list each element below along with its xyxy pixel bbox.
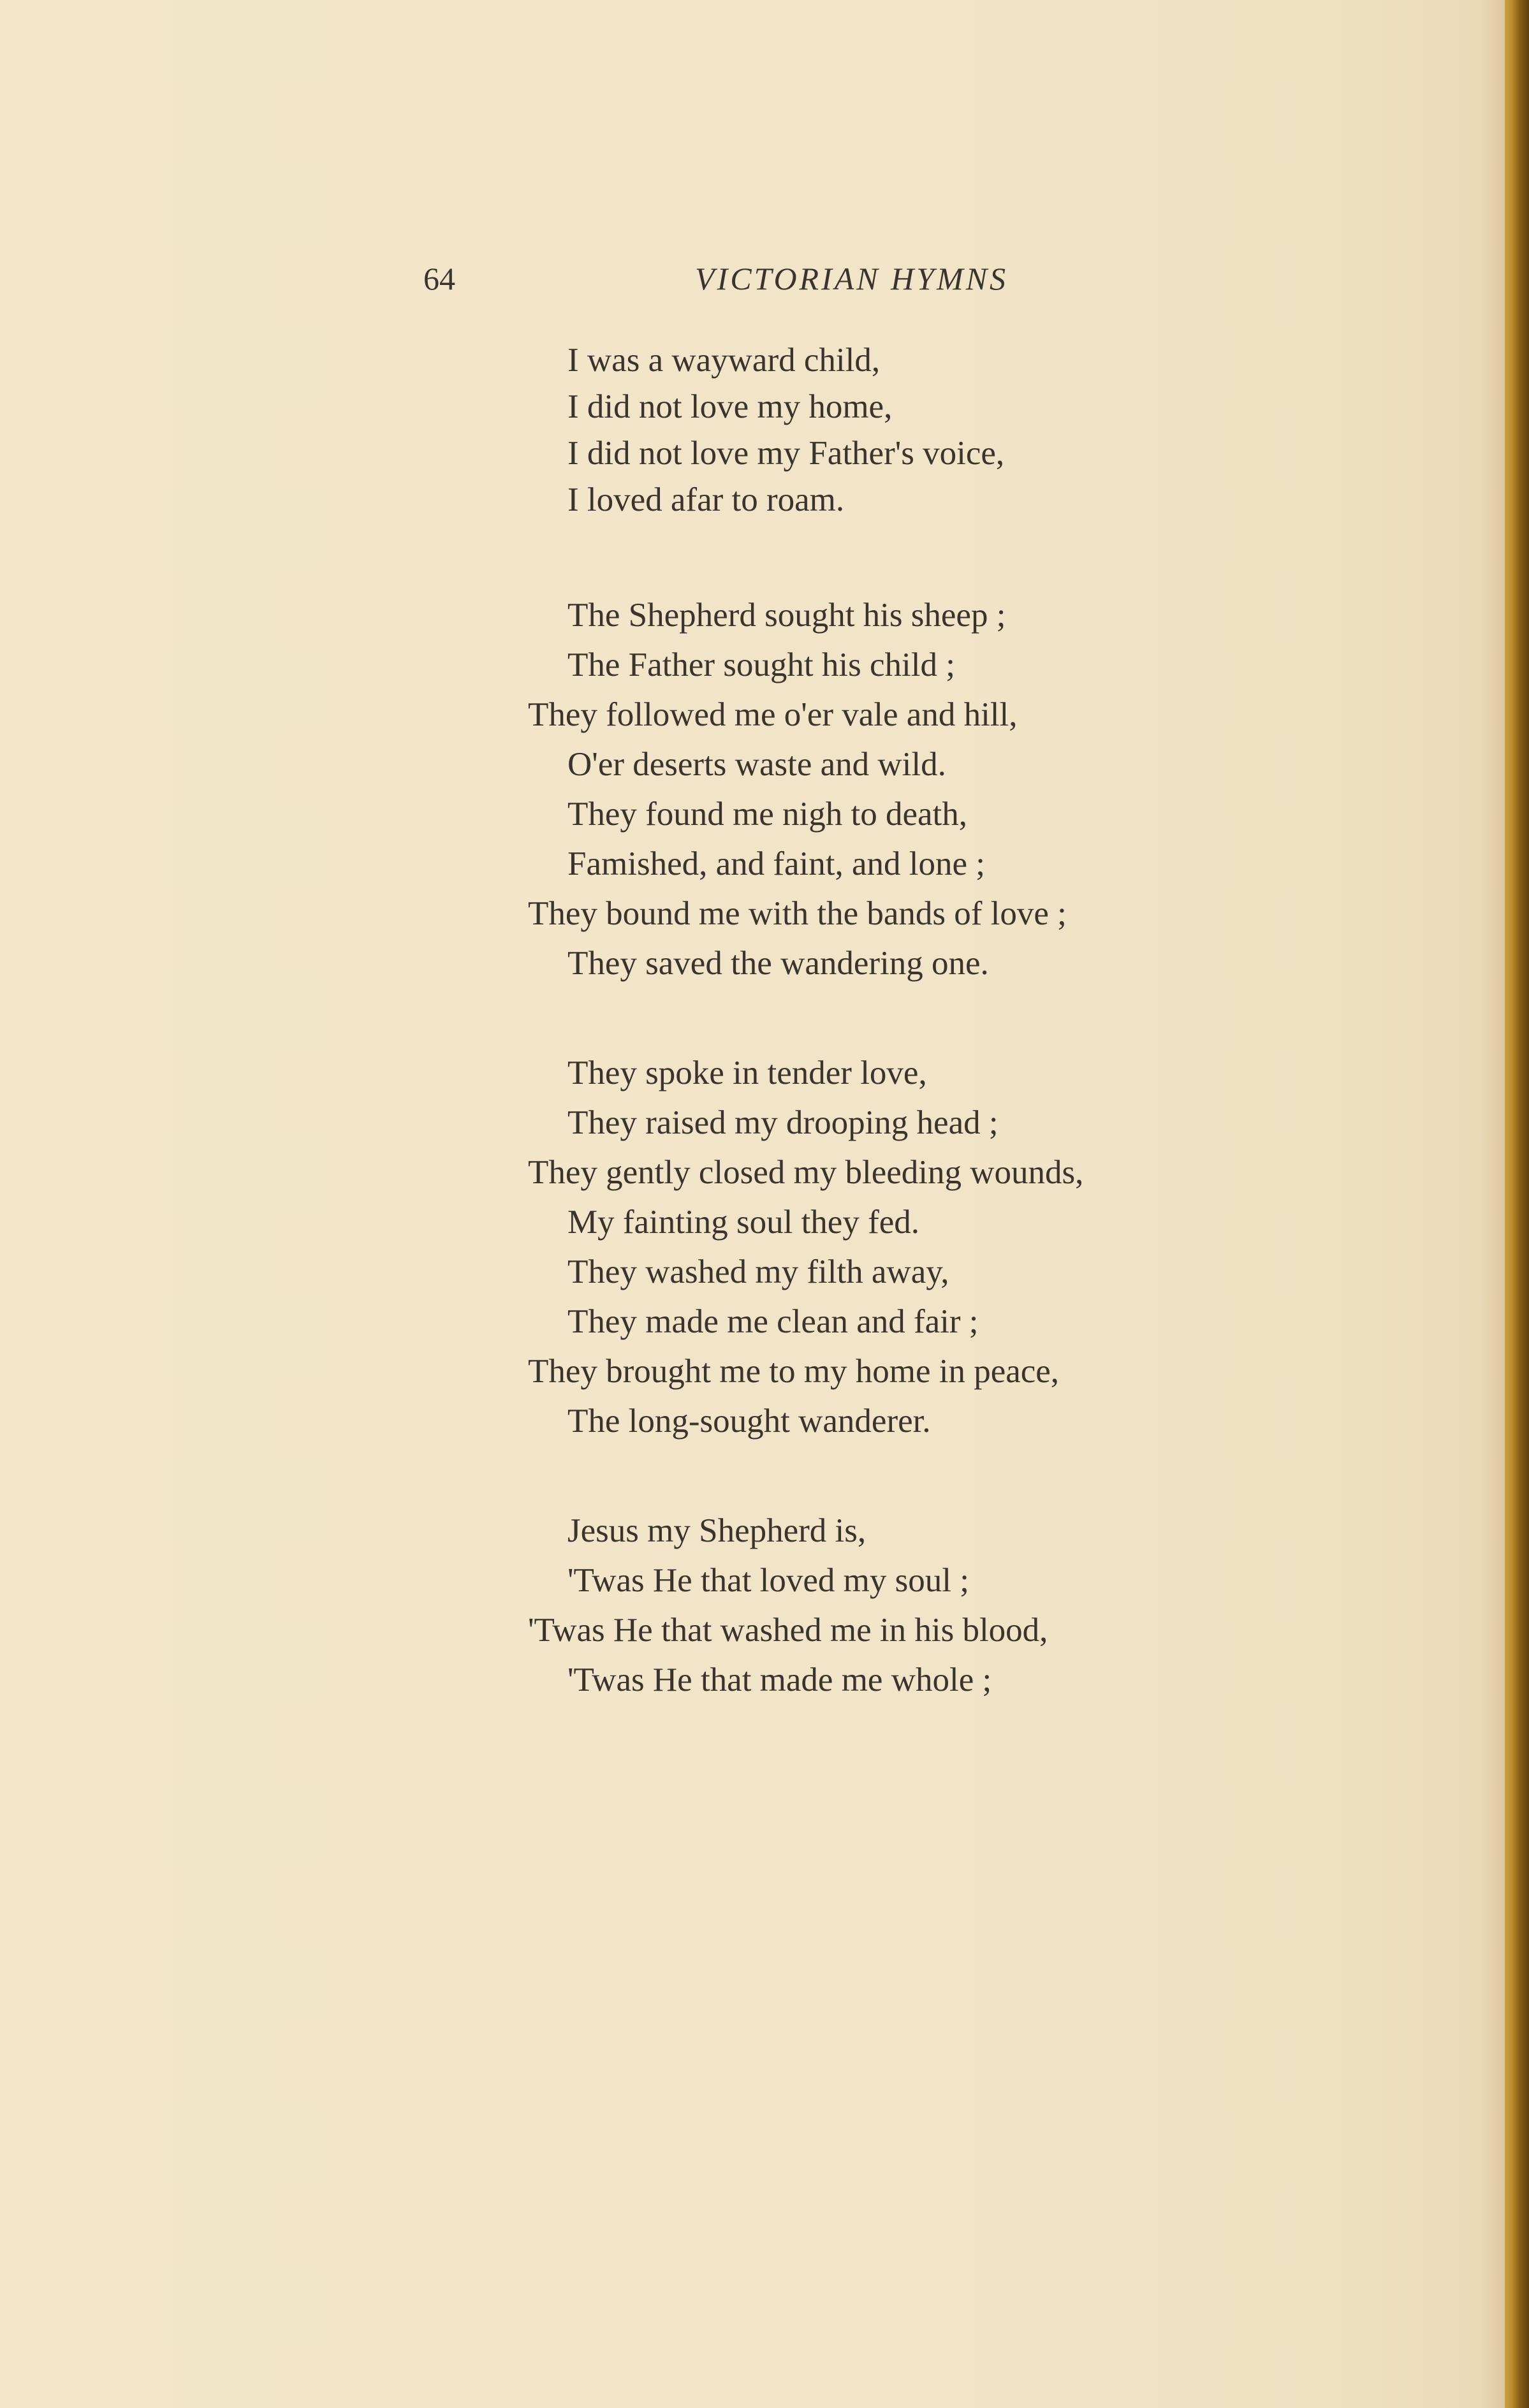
poem-line: The long-sought wanderer. <box>567 1403 931 1440</box>
poem-line: 'Twas He that washed me in his blood, <box>528 1612 1048 1649</box>
poem-line: Jesus my Shepherd is, <box>567 1512 867 1549</box>
poem-line: They washed my filth away, <box>567 1253 949 1290</box>
poem-line: They found me nigh to death, <box>567 796 968 833</box>
poem-line: They made me clean and fair ; <box>567 1303 979 1340</box>
poem-line: They gently closed my bleeding wounds, <box>528 1154 1084 1191</box>
poem-line: The Father sought his child ; <box>567 646 955 683</box>
poem-line: They saved the wandering one. <box>567 945 989 982</box>
poem-line: They raised my drooping head ; <box>567 1104 999 1141</box>
poem-line: I loved afar to roam. <box>567 481 845 518</box>
poem-line: They brought me to my home in peace, <box>528 1353 1060 1390</box>
poem-line: They bound me with the bands of love ; <box>528 895 1067 932</box>
running-title: VICTORIAN HYMNS <box>695 261 1009 296</box>
page-gilt-edge <box>1505 0 1529 2408</box>
poem-line: I did not love my Father's voice, <box>567 435 1005 472</box>
page-number: 64 <box>423 261 455 296</box>
poem-line: They spoke in tender love, <box>567 1054 927 1091</box>
poem-line: They followed me o'er vale and hill, <box>528 696 1018 733</box>
poem-line: 'Twas He that made me whole ; <box>567 1661 992 1698</box>
poem-line: My fainting soul they fed. <box>567 1204 919 1241</box>
poem-line: I was a wayward child, <box>567 342 881 379</box>
page-edge-shadow <box>1479 0 1505 2408</box>
poem-line: O'er deserts waste and wild. <box>567 746 946 783</box>
poem-line: 'Twas He that loved my soul ; <box>567 1562 969 1599</box>
poem-line: I did not love my home, <box>567 388 893 425</box>
poem-line: Famished, and faint, and lone ; <box>567 845 985 882</box>
poem-line: The Shepherd sought his sheep ; <box>567 597 1006 634</box>
